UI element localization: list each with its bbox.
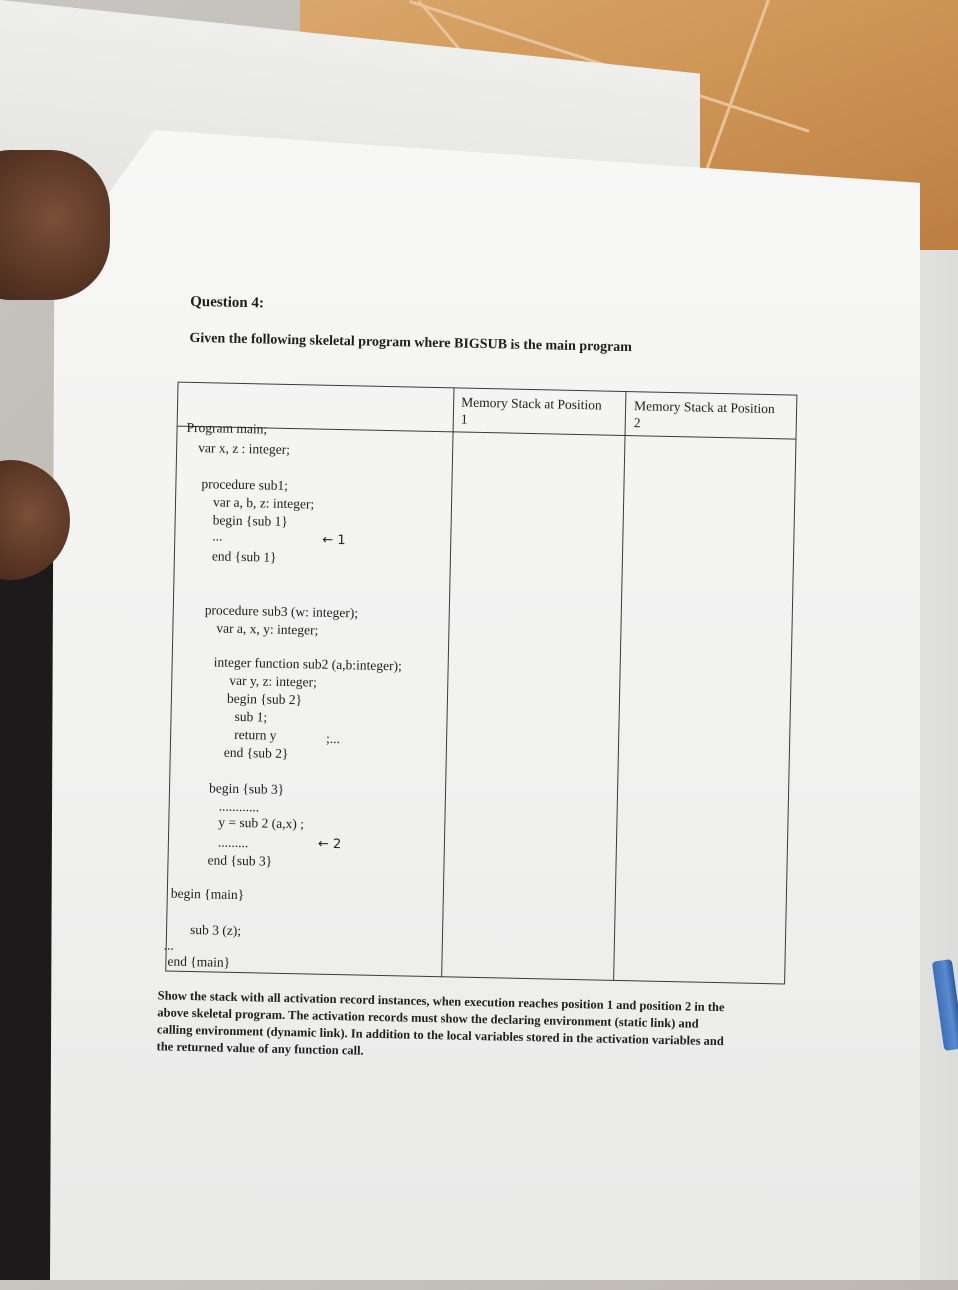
code-line: var y, z: integer; (229, 672, 318, 690)
code-line: sub 1; (234, 708, 268, 725)
position-1-marker: ← 1 (322, 532, 346, 549)
code-line: end {sub 3} (207, 852, 273, 869)
code-line: return y (234, 726, 277, 743)
position-2-marker: ← 2 (317, 836, 342, 853)
code-line: ... (163, 937, 175, 953)
col2-header-text: Memory Stack at Position (633, 398, 775, 417)
col2-header-num: 2 (633, 415, 641, 431)
code-line: sub 3 (z); (189, 921, 242, 939)
col1-header-text: Memory Stack at Position (461, 394, 602, 413)
question-intro: Given the following skeletal program where BIGSUB is the main program (189, 330, 633, 356)
question-title: Question 4: (190, 293, 265, 312)
code-line: var a, x, y: integer; (216, 620, 319, 638)
code-line: begin {sub 1} (212, 512, 289, 529)
code-line: ......... (217, 834, 249, 851)
col1-header-num: 1 (460, 411, 468, 427)
code-line: ... (212, 528, 223, 544)
code-line: end {sub 1} (211, 548, 277, 565)
instructions-paragraph: Show the stack with all activation record instances, when execution reaches position 1 and position 2 in the above skeletal program. The activation records must show the declaring environment (static link) and calling environment (dynamic link). In addition to the local variables stored in the activation variables and the returned value of any function call. (156, 988, 725, 1058)
code-line: procedure sub1; (201, 476, 289, 493)
code-line: begin {main} (170, 885, 245, 903)
code-line: var a, b, z: integer; (212, 494, 315, 512)
code-line: ;... (325, 730, 341, 747)
col1-header (461, 394, 602, 431)
code-line: integer function sub2 (a,b:integer); (213, 654, 403, 674)
code-line: end {main} (167, 953, 231, 970)
col2-header (634, 397, 775, 434)
code-line: ............ (218, 798, 260, 815)
code-line: begin {sub 3} (208, 780, 285, 797)
code-line: end {sub 2} (223, 744, 289, 762)
code-line: y = sub 2 (a,x) ; (218, 814, 305, 832)
program-stack-table (165, 382, 797, 985)
code-line: Program main; (186, 419, 268, 437)
code-line: var x, z : integer; (198, 440, 291, 457)
code-line: procedure sub3 (w: integer); (204, 602, 359, 621)
code-line: begin {sub 2} (226, 690, 303, 708)
